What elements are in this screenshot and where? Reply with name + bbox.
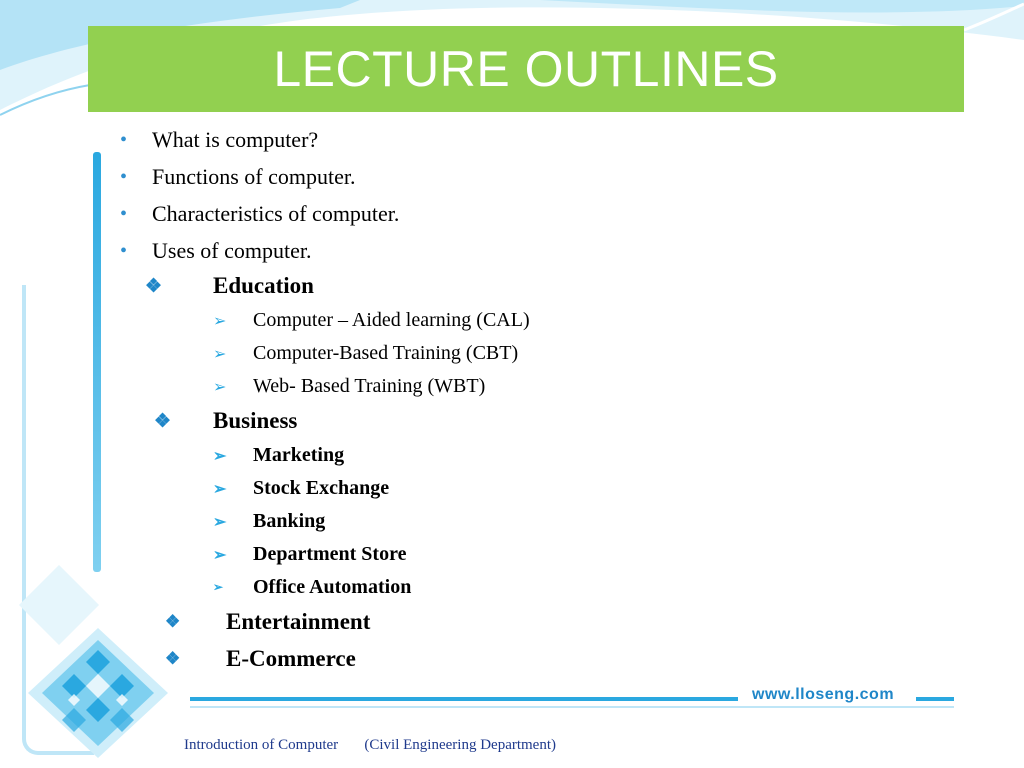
list-item [213,342,518,365]
outline-item [120,201,399,227]
footer-website-watermark: www.lloseng.com [752,686,895,703]
diamond-bullet-icon: ❖ [165,649,181,668]
list-item-text: Stock Exchange [253,477,390,499]
list-item [213,510,325,533]
list-item [213,444,344,467]
footer-rule-light [190,706,954,708]
section-heading-entertainment [165,609,370,635]
diamond-bullet-icon: ❖ [154,410,172,432]
list-item-text: Marketing [253,444,345,466]
list-item [213,576,411,599]
bullet-icon: • [120,202,128,225]
list-item [213,309,530,332]
list-item-text: Web- Based Training (WBT) [253,375,486,397]
bullet-icon: • [120,128,128,151]
footer-rule-end [916,697,954,701]
outline-item [120,127,318,153]
arrow-bullet-icon: ➢ [213,447,227,465]
diamond-bullet-icon: ❖ [145,275,163,297]
arrow-bullet-icon: ➢ [213,513,227,531]
list-item [213,375,485,398]
arrow-bullet-icon: ➢ [213,480,227,498]
slide-title: LECTURE OUTLINES [273,41,779,97]
outline-item-text: Characteristics of computer. [152,201,400,226]
outline-item [120,238,311,264]
list-item-text: Computer-Based Training (CBT) [253,342,519,364]
arrow-bullet-icon: ➢ [213,378,227,396]
bullet-icon: • [120,165,128,188]
outline-item-text: Uses of computer. [152,238,312,263]
section-heading-text: E-Commerce [226,646,356,671]
arrow-bullet-icon: ➢ [213,580,224,594]
section-heading-text: Business [213,408,298,433]
section-heading-text: Education [213,273,314,298]
outline-item-text: What is computer? [152,127,319,152]
slide-footer [184,737,556,754]
outline-item-text: Functions of computer. [152,164,356,189]
list-item-text: Office Automation [253,576,412,598]
diamond-bullet-icon: ❖ [165,612,181,631]
outline-item [120,164,355,190]
section-heading-business [154,408,297,434]
arrow-bullet-icon: ➢ [213,345,227,363]
footer-department: (Civil Engineering Department) [364,737,556,753]
section-heading-text: Entertainment [226,609,371,634]
list-item [213,477,389,500]
footer-course: Introduction of Computer [184,737,339,753]
section-heading-education [145,273,314,299]
arrow-bullet-icon: ➢ [213,546,227,564]
list-item-text: Computer – Aided learning (CAL) [253,309,530,331]
list-item [213,543,406,566]
arrow-bullet-icon: ➢ [213,312,227,330]
list-item-text: Banking [253,510,326,532]
section-heading-e-commerce [165,646,356,672]
list-item-text: Department Store [253,543,407,565]
bullet-icon: • [120,239,128,262]
footer-rule [190,697,738,701]
